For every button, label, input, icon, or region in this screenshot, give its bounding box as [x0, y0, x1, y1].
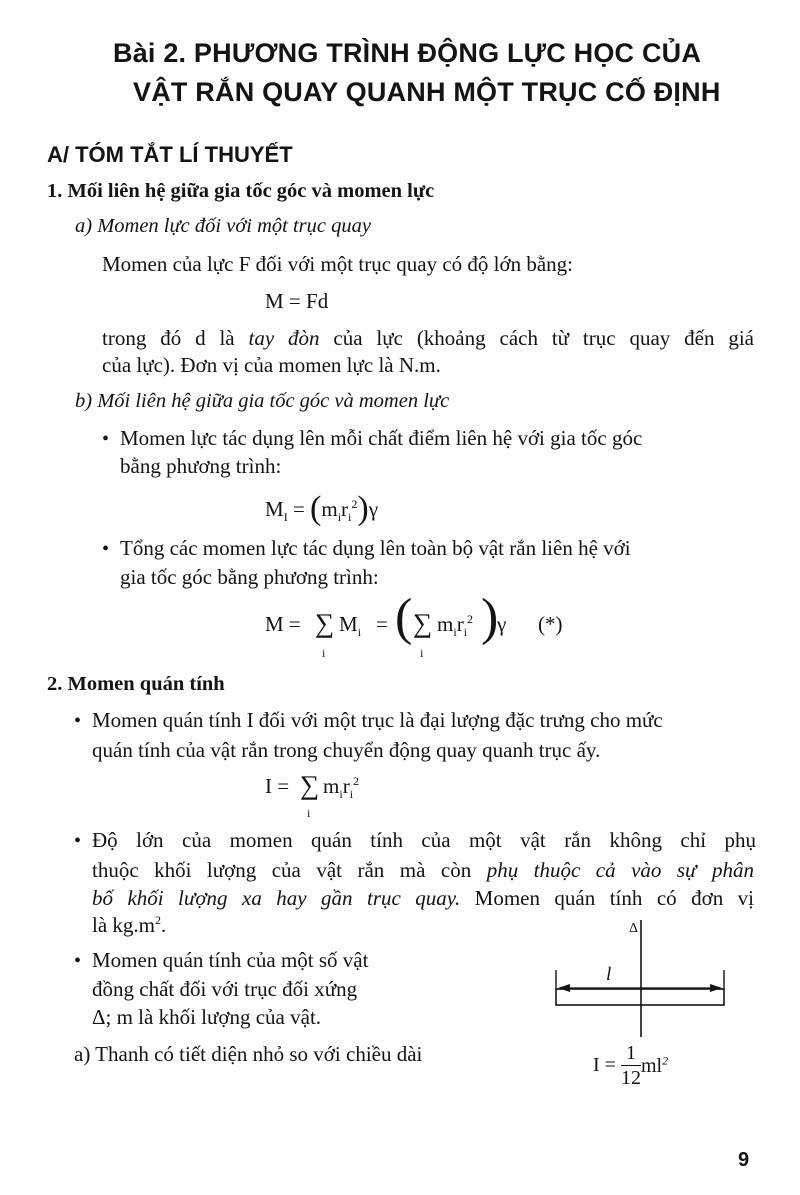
rod-formula: I = $\frac{1}{12}$ $ml^2$ [593, 1042, 669, 1089]
part2-bullet3-line2: đồng chất đối với trục đối xứng [92, 977, 358, 1001]
part1b-bullet2: • Tổng các momen lực tác dụng lên toàn bộ vật rắn liên hệ với [102, 536, 631, 560]
part2-bullet1: • Momen quán tính I đối với một trục là đại lượng đặc trưng cho mức [74, 708, 663, 732]
part2-bullet2-line4: là $kg.m^2$. [92, 913, 167, 937]
title-line-2: VẬT RẮN QUAY QUANH MỘT TRỤC CỐ ĐỊNH [133, 77, 721, 107]
fraction: $\frac{1}{12}$ [620, 1042, 641, 1089]
part1b-bullet2-line2: gia tốc góc bằng phương trình: [120, 565, 379, 589]
bullet-icon: • [74, 830, 82, 852]
section-heading: A/ TÓM TẮT LÍ THUYẾT [47, 142, 293, 167]
part2-bullet2: • Độ lớn của momen quán tính của một vật rắn không chỉ phụ [74, 828, 756, 852]
arrow-left-icon [558, 984, 570, 992]
equation-label: (*) [538, 612, 563, 636]
rod-shape [556, 989, 724, 1005]
part1b-bullet1: • Momen lực tác dụng lên mỗi chất điểm liên hệ với gia tốc góc [102, 426, 643, 450]
equation-inertia: I = ∑ i $m_ir_i^2$ [265, 770, 360, 820]
equation-total: M = ∑ i $M_i$ = ( ∑ i $m_ir_i^2$ ) γ (*) [265, 589, 563, 660]
part2-bullet2-line3: bố khối lượng xa hay gần trục quay. Momen quán tính có đơn vị [92, 886, 754, 910]
part2-bullet1-line2: quán tính của vật rắn trong chuyển động quay quanh trục ấy. [92, 738, 601, 762]
title-line-1: Bài 2. PHƯƠNG TRÌNH ĐỘNG LỰC HỌC CỦA [113, 38, 702, 68]
part1a-heading: a) Momen lực đối với một trục quay [75, 215, 371, 237]
bullet-icon: • [74, 950, 82, 972]
part1-heading: 1. Mối liên hệ giữa gia tốc góc và momen lực [47, 180, 435, 202]
page-number: 9 [738, 1149, 750, 1171]
part2-bullet3-line3: Δ; m là khối lượng của vật. [92, 1005, 322, 1029]
equation-mi: $M_I = (m_ir_i^2)\gamma$ [265, 490, 378, 527]
part2-bullet2-line2: thuộc khối lượng của vật rắn mà còn phụ thuộc cả vào sự phân [92, 858, 754, 882]
axis-label: Δ [629, 921, 639, 936]
rod-diagram [550, 912, 730, 1047]
part1a-text2: trong đó d là tay đòn của lực (khoảng cách từ trục quay đến giá [102, 326, 754, 350]
part1b-heading: b) Mối liên hệ giữa gia tốc góc và momen lực [75, 390, 450, 412]
arrow-right-icon [710, 984, 722, 992]
part2-item-a: a) Thanh có tiết diện nhỏ so với chiều dài [74, 1042, 423, 1066]
part2-heading: 2. Momen quán tính [47, 673, 225, 695]
bullet-icon: • [102, 428, 110, 450]
part1a-text1: Momen của lực F đối với một trục quay có độ lớn bằng: [102, 252, 574, 276]
part1b-bullet1-line2: bằng phương trình: [120, 454, 282, 478]
part2-bullet3: • Momen quán tính của một số vật [74, 948, 369, 972]
part1a-text3: của lực). Đơn vị của momen lực là N.m. [102, 353, 441, 377]
formula-m-fd: M = Fd [265, 289, 329, 313]
bullet-icon: • [102, 538, 110, 560]
length-label: l [606, 964, 612, 985]
bullet-icon: • [74, 710, 82, 732]
